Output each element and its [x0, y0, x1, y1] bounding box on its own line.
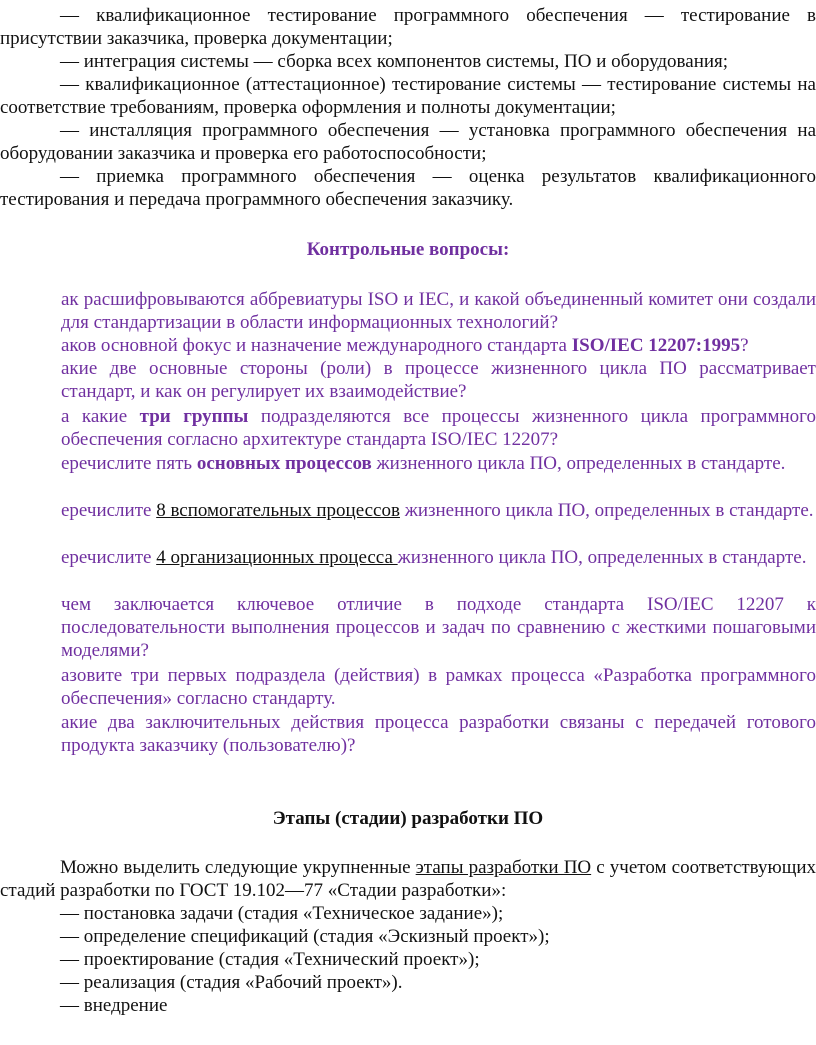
question-item: азовите три первых подраздела (действия) в рамках процесса «Разработка программного обеспечения» согласно стандарту.: [61, 665, 816, 709]
stages-section: [0, 856, 816, 1017]
stages-intro-text: Можно выделить следующие укрупненные: [60, 857, 416, 878]
question-item: [61, 334, 816, 357]
stage-item: — постановка задачи (стадия «Техническое задание»);: [60, 903, 504, 924]
stage-item: — проектирование (стадия «Технический проект»);: [60, 949, 480, 970]
question-item: ак расшифровываются аббревиатуры ISO и IEC, и какой объединенный комитет они создали для стандартизации в области информационных технологий?: [61, 289, 816, 333]
question-bold: ISO/IEC 12207:1995: [571, 335, 741, 356]
question-text: еречислите: [61, 500, 157, 521]
question-text: еречислите пять: [61, 453, 197, 474]
question-text: еречислите: [61, 547, 157, 568]
intro-item: — инсталляция программного обеспечения — установка программного обеспечения на оборудовании заказчика и проверка его работоспособности;: [0, 120, 816, 164]
stages-intro-text: с учетом соответствующих стадий разработки по ГОСТ 19.102—77 «Стадии разработки»:: [0, 857, 816, 901]
intro-item: — интеграция системы — сборка всех компонентов системы, ПО и оборудования;: [60, 51, 729, 72]
question-item: [61, 499, 816, 522]
stage-item: — внедрение: [60, 995, 168, 1016]
question-item: [61, 405, 816, 451]
intro-list: [0, 4, 816, 211]
question-bold: три группы: [139, 406, 249, 427]
question-item: [61, 546, 816, 569]
question-text: аков основной фокус и назначение международного стандарта: [61, 335, 572, 356]
question-item: чем заключается ключевое отличие в подходе стандарта ISO/IEC 12207 к последовательности выполнения процессов и задач по сравнению с жесткими пошаговыми моделями?: [61, 594, 816, 661]
question-underlined: 8 вспомогательных процессов: [156, 500, 400, 521]
stage-item: — определение спецификаций (стадия «Эскизный проект»);: [60, 926, 550, 947]
stage-item: — реализация (стадия «Рабочий проект»).: [60, 972, 403, 993]
question-item: акие два заключительных действия процесса разработки связаны с передачей готового продукта заказчику (пользователю)?: [61, 712, 816, 756]
intro-item: — квалификационное тестирование программного обеспечения — тестирование в присутствии заказчика, проверка документации;: [0, 5, 816, 49]
intro-item: — приемка программного обеспечения — оценка результатов квалификационного тестирования и передача программного обеспечения заказчику.: [0, 166, 816, 210]
question-text: подразделяются все процессы жизненного цикла программного обеспечения согласно архитектуре стандарта ISO/IEC 12207?: [61, 406, 816, 450]
questions-heading: Контрольные вопросы:: [306, 239, 510, 260]
intro-item: — квалификационное (аттестационное) тестирование системы — тестирование системы на соответствие требованиям, проверка оформления и полноты документации;: [0, 74, 816, 118]
question-bold: основных процессов: [196, 453, 372, 474]
stages-heading: Этапы (стадии) разработки ПО: [272, 808, 544, 829]
question-text: жизненного цикла ПО, определенных в стандарте.: [397, 547, 807, 568]
question-item: акие две основные стороны (роли) в процессе жизненного цикла ПО рассматривает стандарт, и как он регулирует их взаимодействие?: [61, 358, 816, 402]
question-item: [61, 452, 816, 475]
question-text: ?: [740, 335, 749, 356]
stages-link[interactable]: этапы разработки ПО: [415, 857, 592, 878]
question-text: жизненного цикла ПО, определенных в стандарте.: [371, 453, 786, 474]
question-underlined: 4 организационных процесса: [156, 547, 398, 568]
question-text: жизненного цикла ПО, определенных в стандарте.: [399, 500, 814, 521]
question-text: а какие: [61, 406, 140, 427]
stages-intro: [0, 856, 816, 902]
